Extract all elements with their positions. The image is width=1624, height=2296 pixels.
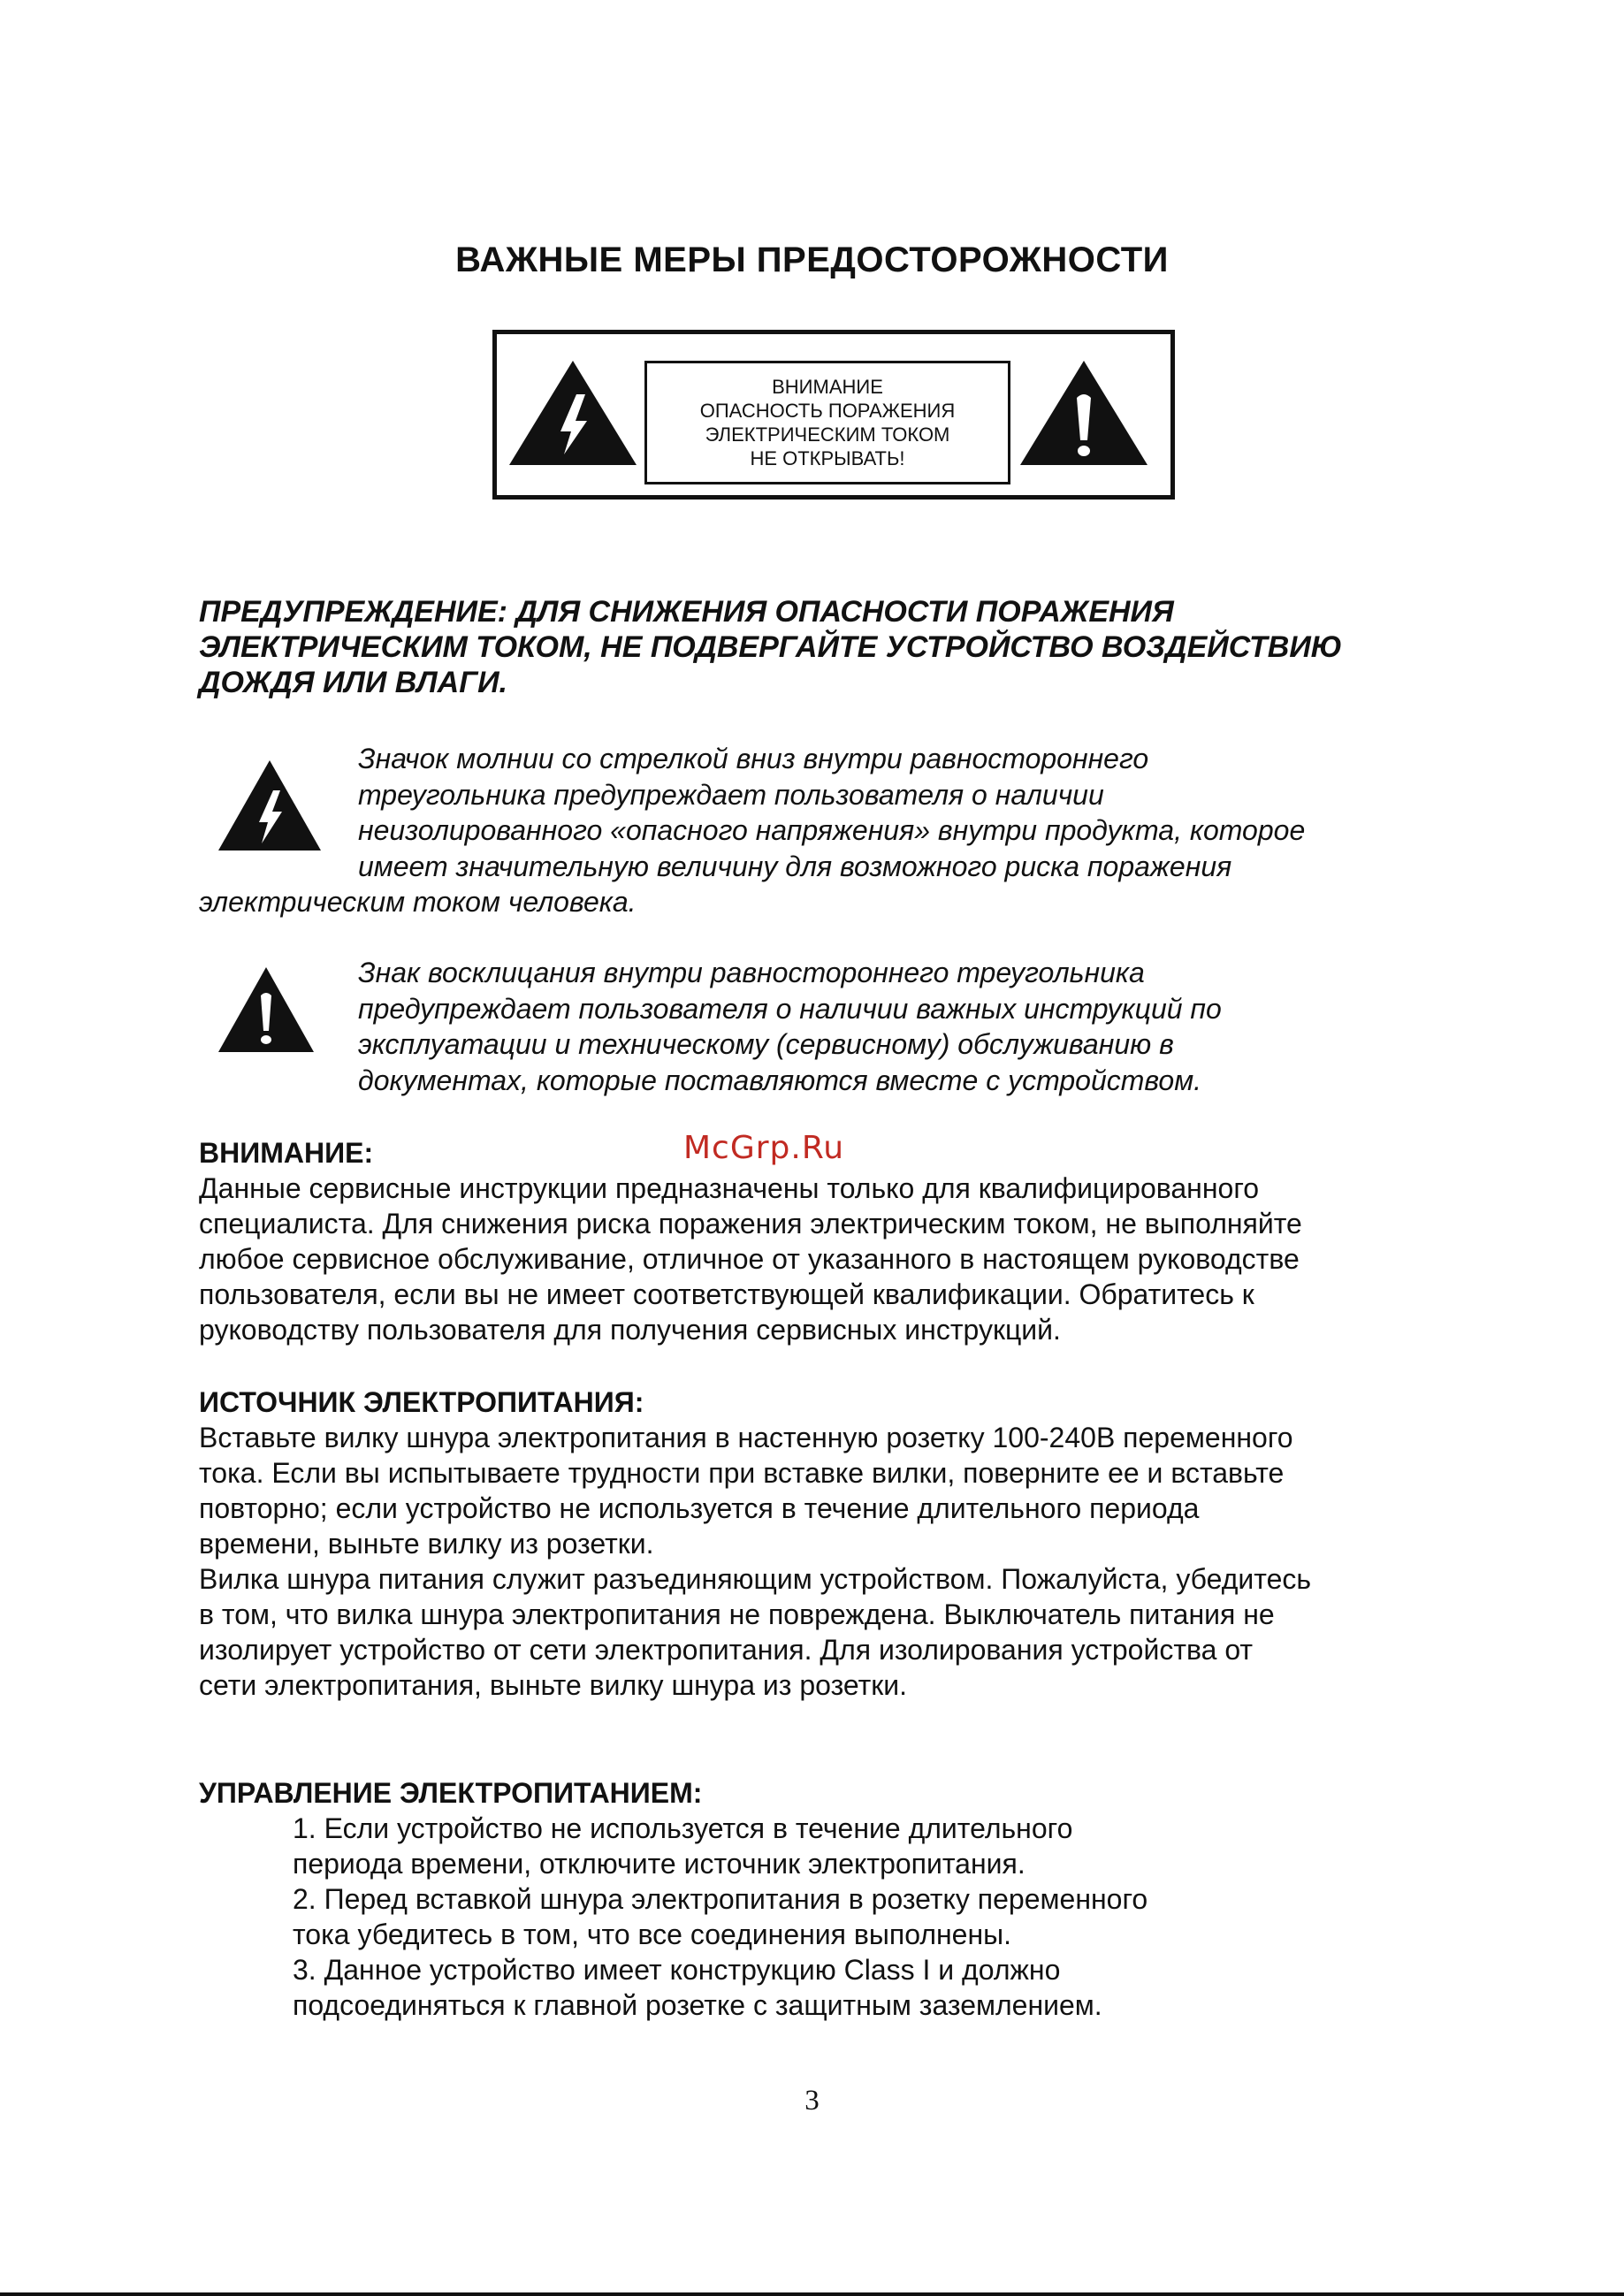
paragraph-line: Вилка шнура питания служит разъединяющим устройством. Пожалуйста, убедитесь [199, 1563, 1312, 1595]
paragraph-line: тока. Если вы испытываете трудности при вставке вилки, поверните ее и вставьте [199, 1457, 1285, 1489]
rain-moisture-warning [199, 594, 1454, 700]
note-line: Знак восклицания внутри равностороннего треугольника [358, 957, 1145, 988]
paragraph-line: повторно; если устройство не используется в течение длительного периода [199, 1492, 1200, 1524]
note-line: имеет значительную величину для возможного риска поражения [358, 850, 1232, 882]
paragraph-line: в том, что вилка шнура электропитания не повреждена. Выключатель питания не [199, 1598, 1275, 1630]
paragraph-line: любое сервисное обслуживание, отличное от указанного в настоящем руководстве [199, 1243, 1300, 1275]
list-line: периода времени, отключите источник электропитания. [293, 1848, 1025, 1880]
attention-section [199, 1135, 1454, 1347]
note-line: неизолированного «опасного напряжения» внутри продукта, которое [358, 814, 1306, 846]
paragraph-line: специалиста. Для снижения риска поражения электрическим током, не выполняйте [199, 1208, 1302, 1240]
warning-line: ЭЛЕКТРИЧЕСКИМ ТОКОМ, НЕ ПОДВЕРГАЙТЕ УСТРОЙСТВО ВОЗДЕЙСТВИЮ [199, 630, 1343, 664]
caution-line: НЕ ОТКРЫВАТЬ! [750, 447, 905, 469]
note-line: эксплуатации и техническому (сервисному) обслуживанию в [358, 1028, 1174, 1060]
section-heading: ВНИМАНИЕ: [199, 1137, 374, 1169]
list-line: 3. Данное устройство имеет конструкцию Class I и должно [293, 1954, 1061, 1986]
paragraph-line: Вставьте вилку шнура электропитания в настенную розетку 100-240В переменного [199, 1422, 1293, 1453]
caution-line: ВНИМАНИЕ [772, 376, 883, 398]
exclamation-symbol-explanation [199, 955, 1437, 1098]
lightning-symbol-explanation [199, 741, 1437, 920]
paragraph-line: руководству пользователя для получения сервисных инструкций. [199, 1314, 1061, 1346]
warning-line: ДОЖДЯ ИЛИ ВЛАГИ. [199, 666, 507, 699]
caution-line: ОПАСНОСТЬ ПОРАЖЕНИЯ [699, 400, 956, 422]
note-line: треугольника предупреждает пользователя о наличии [358, 778, 1104, 811]
section-heading: УПРАВЛЕНИЕ ЭЛЕКТРОПИТАНИЕМ: [199, 1777, 703, 1809]
note-line: предупреждает пользователя о наличии важных инструкций по [358, 992, 1222, 1025]
caution-line: ЭЛЕКТРИЧЕСКИМ ТОКОМ [705, 423, 950, 446]
exclamation-triangle-icon [1018, 359, 1149, 467]
warning-line: ПРЕДУПРЕЖДЕНИЕ: ДЛЯ СНИЖЕНИЯ ОПАСНОСТИ ПОРАЖЕНИЯ [199, 595, 1174, 629]
list-line: 2. Перед вставкой шнура электропитания в розетку переменного [293, 1883, 1148, 1915]
page-title: ВАЖНЫЕ МЕРЫ ПРЕДОСТОРОЖНОСТИ [455, 240, 1169, 279]
power-management-section [199, 1775, 1454, 2023]
page-number: 3 [804, 2085, 820, 2117]
list-line: тока убедитесь в том, что все соединения выполнены. [293, 1918, 1012, 1950]
exclamation-triangle-icon [217, 965, 316, 1054]
paragraph-line: пользователя, если вы не имеет соответствующей квалификации. Обратитесь к [199, 1278, 1254, 1310]
bottom-border [0, 2292, 1624, 2296]
paragraph-line: изолирует устройство от сети электропитания. Для изолирования устройства от [199, 1634, 1254, 1666]
watermark: McGrp.Ru [683, 1130, 845, 1166]
caution-label-box [492, 330, 1175, 500]
note-line: Значок молнии со стрелкой вниз внутри равностороннего [358, 743, 1149, 774]
paragraph-line: Данные сервисные инструкции предназначены только для квалифицированного [199, 1172, 1260, 1204]
lightning-triangle-icon [507, 359, 638, 467]
list-line: подсоединяться к главной розетке с защитным заземлением. [293, 1989, 1102, 2021]
note-line: электрическим током человека. [199, 886, 637, 918]
power-source-section [199, 1384, 1454, 1703]
list-line: 1. Если устройство не используется в течение длительного [293, 1812, 1073, 1844]
paragraph-line: сети электропитания, выньте вилку шнура из розетки. [199, 1669, 908, 1701]
paragraph-line: времени, выньте вилку из розетки. [199, 1528, 654, 1560]
section-heading: ИСТОЧНИК ЭЛЕКТРОПИТАНИЯ: [199, 1386, 644, 1418]
power-management-list [199, 1811, 1454, 2023]
lightning-triangle-icon [217, 759, 323, 852]
note-line: документах, которые поставляются вместе с устройством. [358, 1064, 1202, 1096]
caution-text-box [644, 361, 1010, 484]
